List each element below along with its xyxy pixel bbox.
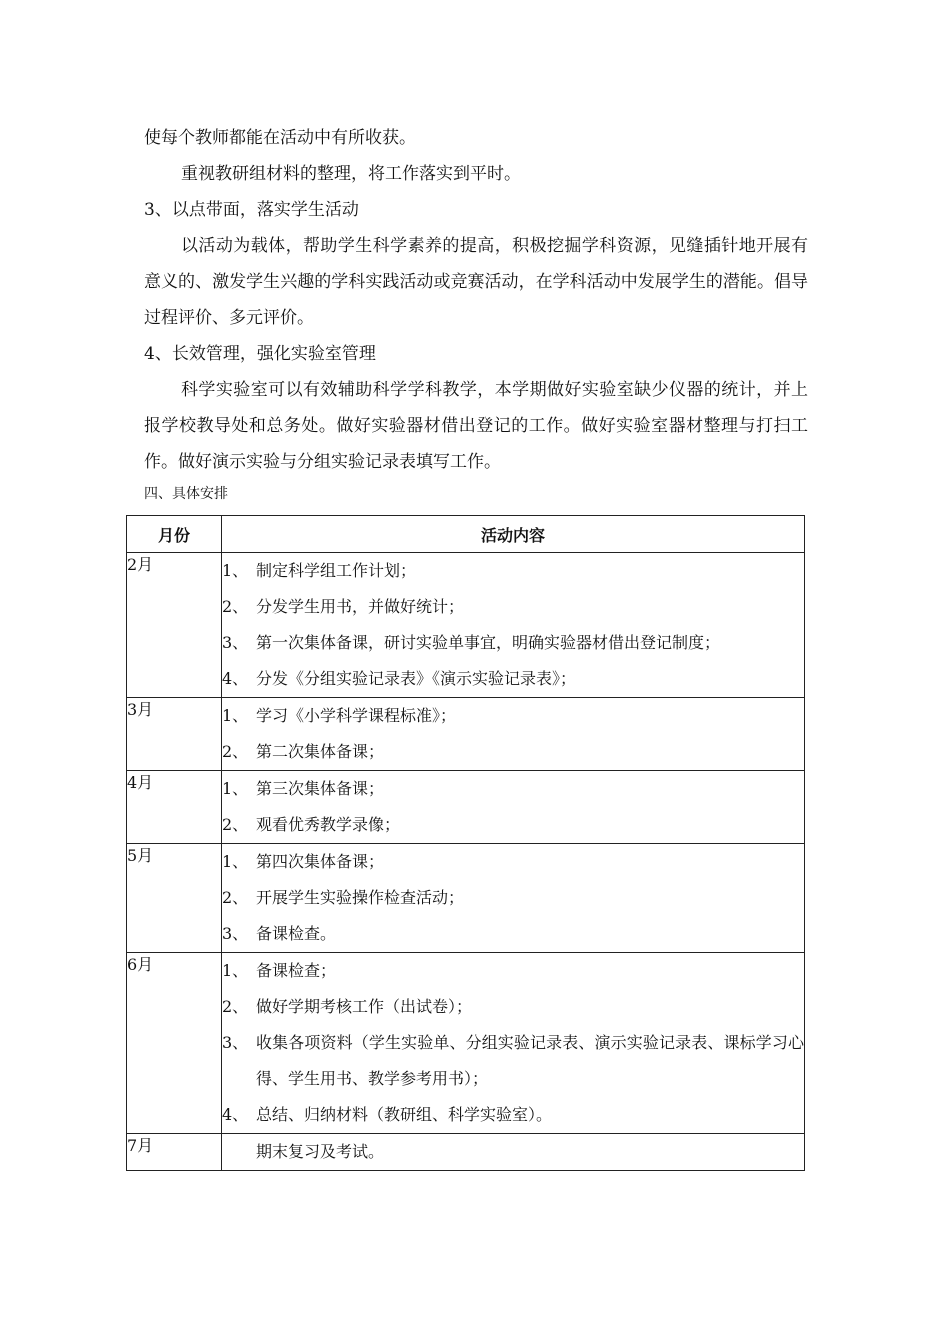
body-text xyxy=(144,120,808,480)
item-text: 第一次集体备课，研讨实验单事宜，明确实验器材借出登记制度； xyxy=(256,633,721,652)
list-item xyxy=(222,1025,804,1097)
item-number: 2、 xyxy=(222,815,249,834)
list-item xyxy=(222,1097,804,1133)
item-text: 备课检查； xyxy=(256,961,337,980)
item-number: 2、 xyxy=(222,888,249,907)
item-number: 2、 xyxy=(222,597,249,616)
list-item xyxy=(222,880,804,916)
item-number: 1、 xyxy=(222,561,249,580)
item-number: 4、 xyxy=(222,669,249,688)
paragraph-student-activities: 以活动为载体，帮助学生科学素养的提高，积极挖掘学科资源，见缝插针地开展有意义的、激发学生兴趣的学科实践活动或竞赛活动，在学科活动中发展学生的潜能。倡导过程评价、多元评价。 xyxy=(144,236,808,328)
list-item xyxy=(222,807,804,843)
subheading-student-activities: 3、以点带面，落实学生活动 xyxy=(144,200,359,220)
content-cell xyxy=(222,698,805,771)
table-row xyxy=(127,698,805,771)
item-number: 1、 xyxy=(222,852,249,871)
list-item xyxy=(222,698,804,734)
item-text: 第四次集体备课； xyxy=(256,852,385,871)
content-cell xyxy=(222,553,805,698)
month-cell: 2月 xyxy=(127,553,222,698)
schedule-table xyxy=(126,515,805,1171)
item-number: 2、 xyxy=(222,997,249,1016)
item-number: 3、 xyxy=(222,924,249,943)
item-text: 学习《小学科学课程标准》； xyxy=(256,706,457,725)
item-number: 3、 xyxy=(222,1033,249,1052)
list-item xyxy=(222,553,804,589)
subheading-lab-management: 4、长效管理，强化实验室管理 xyxy=(144,344,376,364)
paragraph-materials: 重视教研组材料的整理，将工作落实到平时。 xyxy=(181,164,521,184)
item-number: 1、 xyxy=(222,961,249,980)
item-number: 3、 xyxy=(222,633,249,652)
content-cell xyxy=(222,953,805,1134)
content-cell xyxy=(222,771,805,844)
item-text: 分发《分组实验记录表》《演示实验记录表》； xyxy=(256,669,577,688)
list-item xyxy=(222,989,804,1025)
content-cell xyxy=(222,844,805,953)
table-row xyxy=(127,553,805,698)
item-text: 总结、归纳材料（教研组、科学实验室）。 xyxy=(256,1105,553,1124)
month-cell: 6月 xyxy=(127,953,222,1134)
item-text: 第二次集体备课； xyxy=(256,742,385,761)
content-cell xyxy=(222,1134,805,1171)
list-item xyxy=(222,625,804,661)
column-header-content: 活动内容 xyxy=(222,516,805,553)
column-header-month: 月份 xyxy=(127,516,222,553)
item-text: 收集各项资料（学生实验单、分组实验记录表、演示实验记录表、课标学习心得、学生用书、教学参考用书）； xyxy=(256,1033,804,1088)
item-text: 制定科学组工作计划； xyxy=(256,561,417,580)
table-row xyxy=(127,1134,805,1171)
section-heading-schedule: 四、具体安排 xyxy=(144,486,228,502)
month-cell: 4月 xyxy=(127,771,222,844)
month-cell: 5月 xyxy=(127,844,222,953)
table-row xyxy=(127,844,805,953)
paragraph-continuation: 使每个教师都能在活动中有所收获。 xyxy=(144,128,416,148)
item-text: 第三次集体备课； xyxy=(256,779,385,798)
month-cell: 7月 xyxy=(127,1134,222,1171)
item-text: 开展学生实验操作检查活动； xyxy=(256,888,465,907)
list-item xyxy=(222,953,804,989)
list-item xyxy=(222,734,804,770)
plain-item-text: 期末复习及考试。 xyxy=(256,1142,385,1161)
month-cell: 3月 xyxy=(127,698,222,771)
table-row xyxy=(127,771,805,844)
list-item xyxy=(222,844,804,880)
table-header-row xyxy=(127,516,805,553)
item-number: 2、 xyxy=(222,742,249,761)
list-item xyxy=(222,916,804,952)
table-row xyxy=(127,953,805,1134)
list-item xyxy=(222,589,804,625)
item-text: 备课检查。 xyxy=(256,924,337,943)
item-text: 做好学期考核工作（出试卷）； xyxy=(256,997,473,1016)
item-text: 分发学生用书，并做好统计； xyxy=(256,597,465,616)
paragraph-lab-management: 科学实验室可以有效辅助科学学科教学，本学期做好实验室缺少仪器的统计，并上报学校教导处和总务处。做好实验器材借出登记的工作。做好实验室器材整理与打扫工作。做好演示实验与分组实验记录表填写工作。 xyxy=(144,380,808,472)
item-text: 观看优秀教学录像； xyxy=(256,815,401,834)
list-item xyxy=(222,661,804,697)
list-item xyxy=(222,771,804,807)
item-number: 1、 xyxy=(222,706,249,725)
item-number: 4、 xyxy=(222,1105,249,1124)
item-number: 1、 xyxy=(222,779,249,798)
